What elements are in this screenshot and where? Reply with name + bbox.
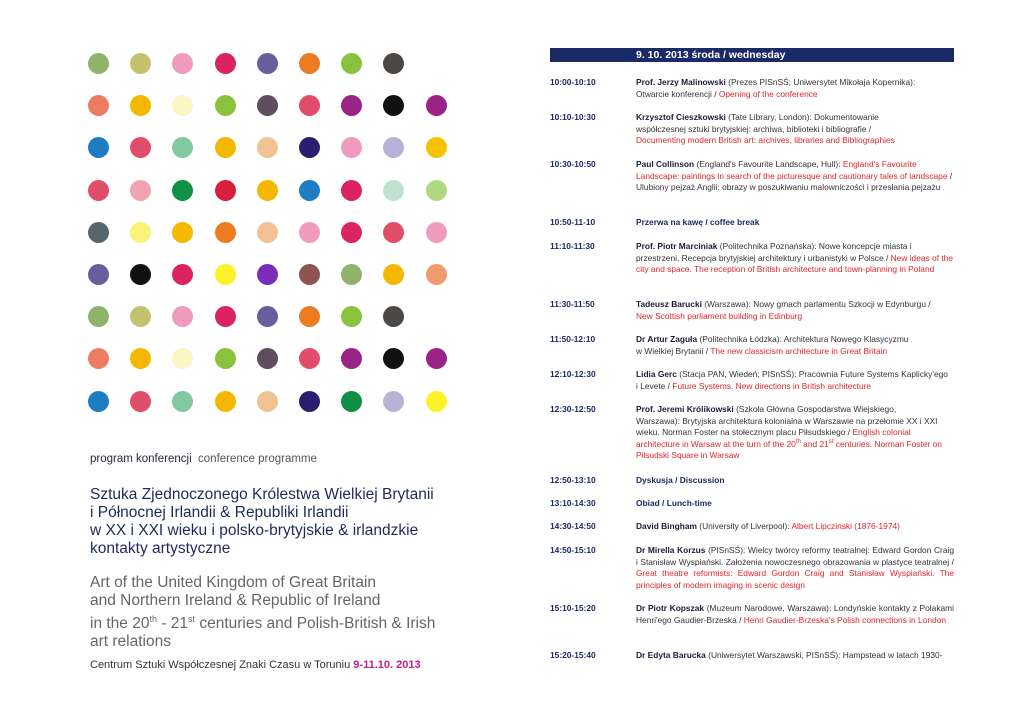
- title-en: Future Systems. New directions in British architecture: [672, 380, 872, 391]
- color-dot: [88, 222, 109, 243]
- break-label: Przerwa na kawę / coffee break: [636, 217, 760, 227]
- title-pl-line: i Północnej Irlandii & Republiki Irlandii: [90, 504, 349, 521]
- talk-description: [636, 369, 954, 392]
- color-dot: [299, 391, 320, 412]
- affiliation: (University of Liverpool):: [696, 521, 792, 531]
- color-dot: [130, 306, 151, 327]
- color-dot: [215, 264, 236, 285]
- talk-description: [636, 603, 954, 626]
- color-dot: [257, 348, 278, 369]
- color-dot: [88, 348, 109, 369]
- title-en: Documenting modern British art: archives, libraries and Bibliographies: [636, 135, 895, 145]
- title-pl: i Levete /: [636, 380, 673, 391]
- color-dot: [130, 391, 151, 412]
- time-slot: 12:30-12:50: [550, 404, 596, 414]
- time-slot: 14:30-14:50: [550, 521, 596, 531]
- title-en: New Scottish parliament building in Edinburg: [636, 310, 803, 321]
- color-dot: [426, 137, 447, 158]
- color-dot: [383, 137, 404, 158]
- title-en-sup: th: [795, 438, 801, 445]
- title-en-sup: st: [828, 438, 834, 445]
- color-dot: [88, 306, 109, 327]
- title-pl: / Ulubiony pejzaż Anglii: obrazy w poszukiwaniu malowniczości i przesłania pejzażu: [636, 170, 953, 192]
- color-dot: [299, 180, 320, 201]
- affiliation: (Tate Library, London): Dokumentowanie: [725, 112, 879, 122]
- color-dot: [88, 53, 109, 74]
- color-dot: [426, 264, 447, 285]
- title-pl: Warszawa): Brytyjska architektura kolonialna w Warszawie na przełomie XX i XXI wieku. Norman Foster na stołecznym placu Piłsudskiego /: [636, 415, 938, 437]
- talk-description: [636, 521, 954, 533]
- color-dot: [383, 53, 404, 74]
- color-dot: [341, 264, 362, 285]
- color-dot: [215, 95, 236, 116]
- color-dot: [172, 264, 193, 285]
- color-dot: [172, 137, 193, 158]
- color-dot: [130, 222, 151, 243]
- color-dot: [383, 391, 404, 412]
- speaker: Tadeusz Barucki: [636, 299, 702, 309]
- color-dot: [215, 222, 236, 243]
- talk-description: [636, 299, 954, 322]
- time-slot: 10:30-10:50: [550, 159, 596, 169]
- title-en: Albert Lipczinski (1876-1974): [791, 521, 900, 531]
- speaker: Lidia Gerc: [636, 369, 677, 379]
- color-dot: [172, 391, 193, 412]
- title-en-line: and Northern Ireland & Republic of Ireland: [90, 592, 381, 609]
- talk-description: [636, 404, 954, 462]
- title-pl: współczesnej sztuki brytyjskiej: archiwa, biblioteki i bibliografie /: [636, 123, 872, 134]
- color-dot: [383, 264, 404, 285]
- color-dot: [257, 264, 278, 285]
- affiliation: (England's Favourite Landscape, Hull):: [694, 159, 843, 169]
- color-dot: [341, 222, 362, 243]
- color-dot: [257, 95, 278, 116]
- color-dot: [130, 95, 151, 116]
- talk-description: [636, 217, 954, 229]
- affiliation: (PISnSŚ): Wielcy twórcy reformy teatralnej: Edward Gordon Craig i Stanisław Wyspiański. Założenia nowoczesnego obrazowania w plastyce teatralnej /: [636, 545, 954, 567]
- color-dot: [299, 222, 320, 243]
- title-en: The new classicism architecture in Great Britain: [710, 345, 888, 356]
- speaker: David Bingham: [636, 521, 697, 531]
- color-dot: [341, 53, 362, 74]
- talk-description: [636, 77, 954, 100]
- color-dot: [172, 180, 193, 201]
- program-label-pl: program konferencji: [90, 453, 192, 465]
- title-english: [90, 574, 460, 651]
- color-dot: [257, 391, 278, 412]
- color-dot: [215, 53, 236, 74]
- title-pl-line: Sztuka Zjednoczonego Królestwa Wielkiej Brytanii: [90, 486, 434, 503]
- talk-description: [636, 112, 954, 147]
- affiliation: (Politechnika Łódzka): Architektura Nowego Klasycyzmu: [697, 334, 909, 344]
- time-slot: 11:50-12:10: [550, 334, 596, 344]
- color-dot: [130, 180, 151, 201]
- talk-description: [636, 334, 954, 357]
- color-dot: [341, 348, 362, 369]
- color-dot: [257, 222, 278, 243]
- color-dot: [172, 222, 193, 243]
- time-slot: 10:50-11-10: [550, 217, 596, 227]
- color-dot: [88, 264, 109, 285]
- title-en-sup: th: [149, 614, 157, 624]
- affiliation: (Muzeum Narodowe, Warszawa): Londyńskie kontakty z Polakami Henri'ego Gaudier-Brzeska /: [636, 603, 954, 625]
- day-header: 9. 10. 2013 środa / wednesday: [550, 48, 954, 62]
- time-slot: 12:10-12:30: [550, 369, 596, 379]
- speaker: Prof. Piotr Marciniak: [636, 241, 718, 251]
- time-slot: 14:50-15:10: [550, 545, 596, 555]
- time-slot: 11:10-11:30: [550, 241, 595, 251]
- color-dot: [426, 222, 447, 243]
- color-dot: [341, 306, 362, 327]
- title-en-fragment: centuries and Polish-British & Irish: [195, 615, 436, 633]
- time-slot: 15:20-15:40: [550, 650, 596, 660]
- color-dot: [257, 53, 278, 74]
- dot-grid: [88, 53, 458, 423]
- title-en-fragment: and 21: [800, 438, 829, 449]
- talk-description: [636, 545, 954, 591]
- affiliation: (Szkoła Główna Gospodarstwa Wiejskiego,: [733, 404, 897, 414]
- title-pl: w Wielkiej Brytanii /: [636, 345, 711, 356]
- time-slot: 11:30-11:50: [550, 299, 595, 309]
- title-en-line: art relations: [90, 633, 171, 651]
- color-dot: [383, 95, 404, 116]
- talk-description: [636, 650, 954, 662]
- color-dot: [299, 306, 320, 327]
- color-dot: [88, 95, 109, 116]
- color-dot: [172, 95, 193, 116]
- color-dot: [299, 95, 320, 116]
- color-dot: [341, 391, 362, 412]
- time-slot: 12:50-13:10: [550, 475, 596, 485]
- affiliation: (Warszawa): Nowy gmach parlamentu Szkocji w Edynburgu /: [701, 299, 931, 309]
- title-polish: [90, 486, 450, 558]
- break-label: Obiad / Lunch-time: [636, 498, 712, 508]
- title-en-fragment: English colonial architecture in Warsaw at the turn of the 20: [636, 427, 911, 449]
- color-dot: [341, 180, 362, 201]
- color-dot: [383, 222, 404, 243]
- speaker: Krzysztof Cieszkowski: [636, 112, 726, 122]
- affiliation: (Prezes PISnSŚ; Uniwersytet Mikołaja Kopernika):: [725, 77, 916, 87]
- speaker: Prof. Jerzy Malinowski: [636, 77, 726, 87]
- time-slot: 13:10-14:30: [550, 498, 596, 508]
- color-dot: [299, 348, 320, 369]
- venue-name: Centrum Sztuki Współczesnej Znaki Czasu w Toruniu: [90, 659, 354, 671]
- talk-description: [636, 159, 954, 194]
- color-dot: [88, 391, 109, 412]
- title-en: New ideas of the city and space. The reception of British architecture and town-planning in Poland: [636, 252, 953, 274]
- color-dot: [172, 306, 193, 327]
- color-dot: [257, 137, 278, 158]
- color-dot: [341, 137, 362, 158]
- color-dot: [383, 306, 404, 327]
- color-dot: [88, 137, 109, 158]
- color-dot: [215, 180, 236, 201]
- color-dot: [341, 95, 362, 116]
- color-dot: [426, 95, 447, 116]
- time-slot: 15:10-15:20: [550, 603, 596, 613]
- speaker: Prof. Jeremi Królikowski: [636, 404, 734, 414]
- program-label-en: conference programme: [198, 453, 317, 465]
- title-en: England's Favourite Landscape: paintings in search of the picturesque and cautionary tales of landscape: [636, 159, 948, 181]
- color-dot: [257, 180, 278, 201]
- speaker: Dr Artur Zaguła: [636, 334, 698, 344]
- speaker: Dr Edyta Barucka: [636, 650, 706, 660]
- affiliation: (Stacja PAN, Wiedeń; PISnSŚ): Pracownia Future Systems Kaplicky'ego: [676, 369, 948, 379]
- speaker: Dr Piotr Kopszak: [636, 603, 705, 613]
- color-dot: [130, 348, 151, 369]
- title-en: Great theatre reformists: Edward Gordon Craig and Stanisław Wyspiański. The principles of modern imaging in scenic design: [636, 568, 954, 590]
- speaker: Paul Collinson: [636, 159, 695, 169]
- color-dot: [130, 137, 151, 158]
- venue-dates: 9-11.10. 2013: [353, 659, 421, 671]
- affiliation: (Politechnika Poznańska): Nowe koncepcje miasta i przestrzeni. Recepcja brytyjskiej architektury i urbanistyki w Polsce /: [636, 241, 912, 263]
- speaker: Dr Mirella Korzus: [636, 545, 706, 555]
- talk-description: [636, 498, 954, 510]
- title-en-line: [90, 610, 460, 633]
- color-dot: [172, 348, 193, 369]
- venue-line: [90, 659, 421, 671]
- title-en: Henri Gaudier-Brzeska's Polish connections in London: [743, 614, 946, 625]
- program-subtitle: [90, 453, 317, 465]
- color-dot: [215, 306, 236, 327]
- title-en-line: Art of the United Kingdom of Great Britain: [90, 574, 377, 591]
- title-en-fragment: - 21: [156, 615, 188, 633]
- time-slot: 10:10-10:30: [550, 112, 596, 122]
- title-pl-line: kontakty artystyczne: [90, 540, 231, 557]
- time-slot: 10:00-10:10: [550, 77, 596, 87]
- color-dot: [130, 264, 151, 285]
- title-en-sup: st: [188, 614, 196, 624]
- color-dot: [215, 391, 236, 412]
- break-label: Dyskusja / Discussion: [636, 475, 725, 485]
- color-dot: [299, 137, 320, 158]
- color-dot: [257, 306, 278, 327]
- color-dot: [383, 348, 404, 369]
- color-dot: [88, 180, 109, 201]
- title-pl-line: w XX i XXI wieku i polsko-brytyjskie & irlandzkie: [90, 522, 419, 539]
- color-dot: [215, 137, 236, 158]
- talk-description: [636, 241, 954, 276]
- color-dot: [130, 53, 151, 74]
- color-dot: [383, 180, 404, 201]
- title-en: Opening of the conference: [718, 88, 818, 99]
- color-dot: [426, 180, 447, 201]
- color-dot: [215, 348, 236, 369]
- title-pl: Otwarcie konferencji /: [636, 88, 719, 99]
- color-dot: [299, 53, 320, 74]
- talk-description: [636, 475, 954, 487]
- color-dot: [426, 391, 447, 412]
- affiliation: (Uniwersytet Warszawski, PISnSŚ): Hampstead w latach 1930-: [705, 650, 943, 660]
- color-dot: [426, 348, 447, 369]
- title-en-fragment: centuries. Norman Foster on Pilsudski Square in Warsaw: [636, 438, 942, 460]
- title-en-fragment: in the 20: [90, 615, 150, 633]
- color-dot: [172, 53, 193, 74]
- color-dot: [299, 264, 320, 285]
